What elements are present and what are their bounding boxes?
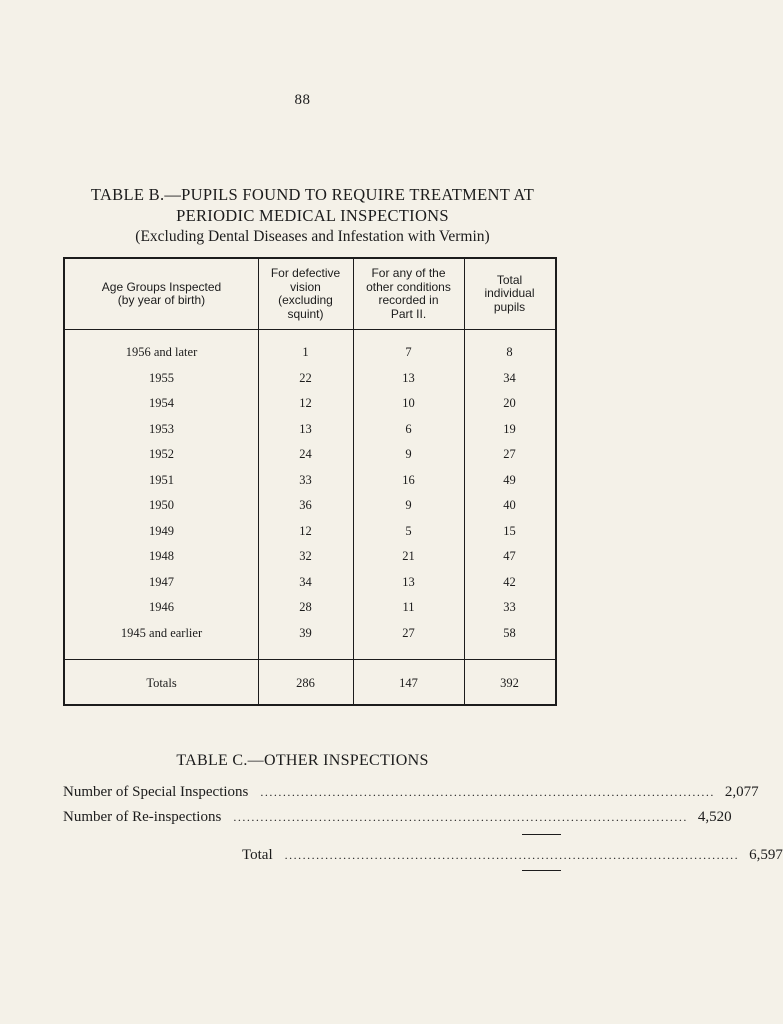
cell-total-pupils: 27	[503, 447, 516, 461]
cell-age-group: 1948	[149, 549, 174, 563]
header-age-groups	[65, 259, 258, 329]
table-c-value: 2,077	[724, 784, 759, 800]
table-c-total-value: 6,597	[749, 847, 783, 863]
header-text: Part II.	[390, 306, 427, 321]
table-c-total-label: Total	[242, 847, 273, 863]
sum-rule	[522, 834, 561, 835]
cell-other-conditions: 5	[405, 523, 412, 538]
cell-other-conditions: 9	[405, 498, 412, 512]
cell-age-group: 1952	[149, 447, 174, 461]
header-text: pupils	[493, 299, 526, 314]
cell-other-conditions: 13	[402, 574, 415, 589]
cell-age-group: 1945 and earlier	[120, 625, 203, 640]
total-underline	[522, 870, 561, 871]
header-text: For defective	[270, 266, 341, 280]
cell-total-pupils: 33	[503, 600, 516, 614]
table-b-subtitle: (Excluding Dental Diseases and Infestation with Vermin)	[135, 228, 490, 245]
cell-age-group: 1949	[149, 523, 174, 538]
table-c-label: Number of Re-inspections	[63, 809, 222, 825]
cell-age-group: 1946	[149, 600, 174, 614]
cell-other-conditions: 6	[405, 421, 412, 436]
table-b-title-line1: TABLE B.—PUPILS FOUND TO REQUIRE TREATMENT AT	[90, 185, 535, 204]
cell-total-pupils: 40	[503, 498, 516, 512]
leader-dots: .....................................................................................................	[233, 810, 688, 824]
cell-total-pupils: 20	[503, 396, 516, 410]
cell-defective-vision: 24	[299, 447, 312, 461]
cell-defective-vision: 36	[299, 498, 312, 512]
header-total-pupils	[464, 259, 555, 329]
cell-total-pupils: 19	[503, 421, 516, 436]
table-c-row-reinspections	[63, 807, 732, 827]
cell-defective-vision: 33	[299, 472, 312, 487]
cell-total-pupils: 49	[503, 472, 516, 487]
table-b	[63, 257, 557, 706]
cell-defective-vision: 22	[299, 370, 312, 385]
cell-age-group: 1950	[149, 498, 174, 512]
cell-defective-vision: 12	[299, 523, 312, 538]
totals-other-conditions: 147	[399, 676, 418, 690]
cell-defective-vision: 32	[299, 549, 312, 563]
header-text: (by year of birth)	[117, 293, 206, 307]
cell-defective-vision: 39	[299, 625, 312, 640]
cell-defective-vision: 13	[299, 421, 312, 436]
cell-other-conditions: 9	[405, 447, 412, 461]
table-b-title-line2: PERIODIC MEDICAL INSPECTIONS	[176, 206, 449, 225]
header-text: recorded in	[378, 293, 439, 307]
table-c-row-special	[63, 782, 759, 802]
totals-rule	[65, 659, 555, 660]
header-text: Age Groups Inspected	[101, 279, 222, 294]
cell-age-group: 1955	[149, 370, 174, 385]
cell-age-group: 1947	[149, 574, 174, 589]
cell-defective-vision: 28	[299, 600, 312, 614]
header-text: Total	[496, 272, 523, 287]
cell-total-pupils: 34	[503, 370, 516, 385]
cell-other-conditions: 10	[402, 396, 415, 410]
cell-total-pupils: 58	[503, 625, 516, 640]
table-c-row-total	[242, 845, 783, 865]
table-c-title: TABLE C.—OTHER INSPECTIONS	[176, 752, 429, 769]
cell-other-conditions: 13	[402, 370, 415, 385]
cell-total-pupils: 15	[503, 523, 516, 538]
cell-defective-vision: 34	[299, 574, 312, 589]
cell-age-group: 1956 and later	[125, 345, 198, 359]
header-rule	[65, 329, 555, 330]
cell-defective-vision: 12	[299, 396, 312, 410]
cell-total-pupils: 47	[503, 549, 516, 563]
table-c-label: Number of Special Inspections	[63, 784, 249, 800]
header-text: squint)	[287, 306, 324, 321]
cell-total-pupils: 8	[506, 345, 513, 359]
cell-age-group: 1954	[149, 396, 174, 410]
header-text: vision	[290, 279, 321, 294]
cell-other-conditions: 7	[405, 345, 412, 359]
cell-age-group: 1951	[149, 472, 174, 487]
header-other-conditions	[353, 259, 464, 329]
header-text: (excluding	[278, 293, 333, 307]
cell-other-conditions: 16	[402, 472, 415, 487]
cell-other-conditions: 27	[402, 625, 415, 640]
leader-dots: .....................................................................................................	[260, 785, 715, 799]
totals-defective-vision: 286	[296, 676, 315, 690]
cell-other-conditions: 21	[402, 549, 415, 563]
cell-other-conditions: 11	[402, 600, 415, 614]
table-b-title-block	[40, 184, 585, 247]
header-text: For any of the	[371, 266, 446, 280]
cell-defective-vision: 1	[302, 345, 309, 359]
header-text: individual	[484, 286, 535, 301]
header-defective-vision	[258, 259, 353, 329]
totals-total-pupils: 392	[500, 676, 519, 690]
header-text: other conditions	[366, 279, 451, 294]
page-number: 88	[294, 92, 311, 108]
table-c-value: 4,520	[697, 809, 732, 825]
cell-total-pupils: 42	[503, 574, 516, 589]
totals-label: Totals	[146, 676, 177, 690]
leader-dots: .....................................................................................................	[284, 848, 740, 862]
cell-age-group: 1953	[149, 421, 174, 436]
